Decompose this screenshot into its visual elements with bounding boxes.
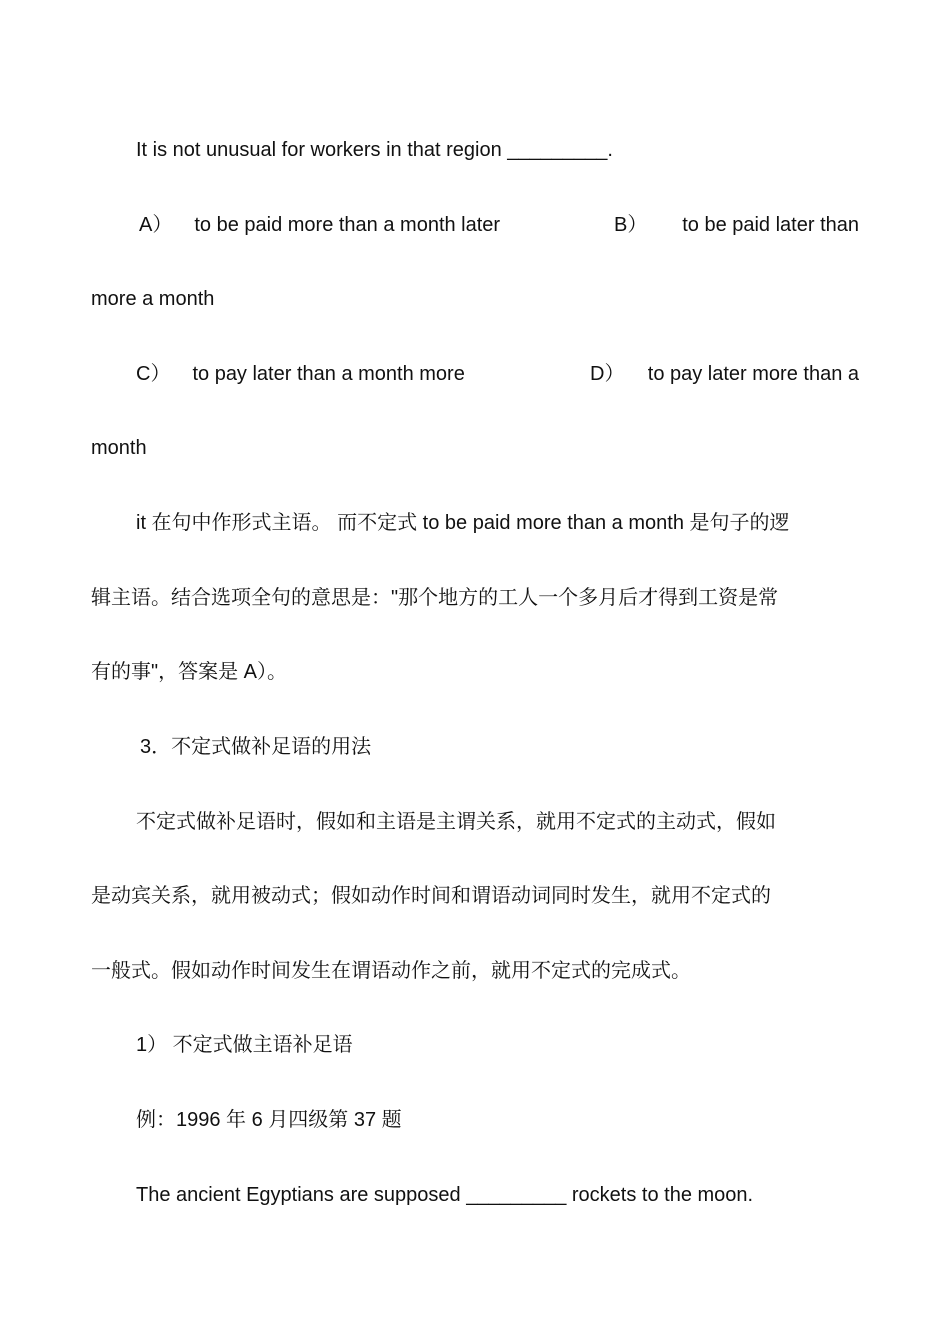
option-a-text: to be paid more than a month later bbox=[194, 214, 501, 236]
option-d-label: D） bbox=[590, 363, 625, 385]
option-a bbox=[139, 211, 500, 239]
option-c-text: to pay later than a month more bbox=[192, 363, 465, 385]
subsection-heading: 1） 不定式做主语补足语 bbox=[136, 1034, 353, 1056]
option-d bbox=[590, 360, 859, 388]
option-b bbox=[614, 211, 859, 239]
section-paragraph-line-2: 是动宾关系，就用被动式；假如动作时间和谓语动词同时发生，就用不定式的 bbox=[91, 885, 771, 907]
option-a-label: A） bbox=[139, 214, 173, 236]
option-b-label: B） bbox=[614, 214, 648, 236]
option-b-continuation: more a month bbox=[91, 288, 215, 310]
example-reference: 例：1996 年 6 月四级第 37 题 bbox=[136, 1109, 402, 1131]
option-c-label: C） bbox=[136, 363, 171, 385]
option-d-continuation: month bbox=[91, 437, 147, 459]
option-d-text: to pay later more than a bbox=[647, 363, 859, 385]
explanation-line-2: 辑主语。结合选项全句的意思是："那个地方的工人一个多月后才得到工资是常 bbox=[91, 587, 779, 609]
question-stem: It is not unusual for workers in that region _________. bbox=[136, 139, 613, 161]
section-heading: 3．不定式做补足语的用法 bbox=[140, 736, 372, 758]
explanation-line-1: it 在句中作形式主语。 而不定式 to be paid more than a month 是句子的逻 bbox=[136, 512, 790, 534]
section-paragraph-line-1: 不定式做补足语时，假如和主语是主谓关系，就用不定式的主动式，假如 bbox=[136, 811, 776, 833]
section-paragraph-line-3: 一般式。假如动作时间发生在谓语动作之前，就用不定式的完成式。 bbox=[91, 960, 691, 982]
example-question-stem: The ancient Egyptians are supposed _________ rockets to the moon. bbox=[136, 1184, 754, 1206]
option-b-text: to be paid later than bbox=[682, 214, 859, 236]
explanation-line-3: 有的事"，答案是 A）。 bbox=[91, 661, 287, 683]
option-c bbox=[136, 360, 465, 388]
